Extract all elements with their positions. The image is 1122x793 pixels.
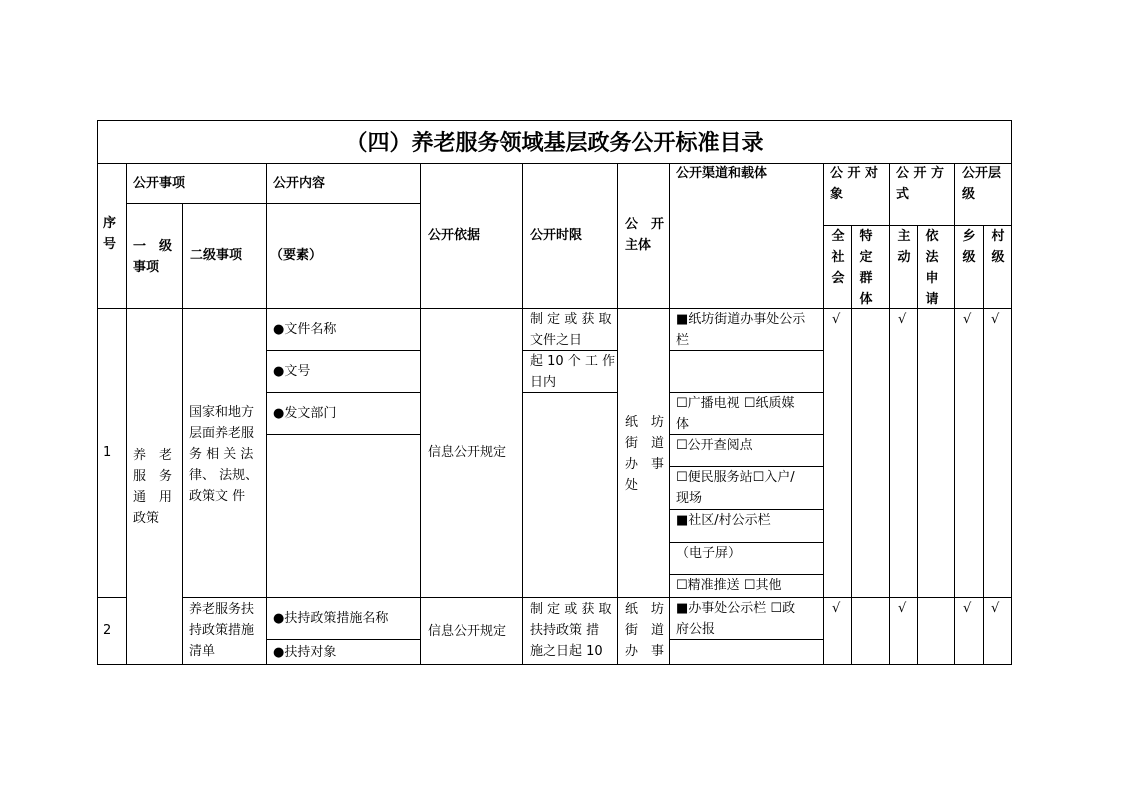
row2-level2 [189,599,254,662]
cell-line: 文件之日 [530,333,583,348]
page-title: （四）养老服务领域基层政务公开标准目录 [345,131,764,156]
header-item: 公开事项 [133,176,186,191]
grid-line [126,203,421,204]
row2-check-active: √ [898,601,907,616]
cell-line: 清单 [189,644,216,659]
row1-level2 [189,402,258,507]
header-method [896,163,944,205]
cell-line: ■办事处公示栏 ☐政 [676,601,796,616]
row1-time-limit [530,351,615,393]
header-time-limit: 公开时限 [530,228,583,243]
row1-seq: 1 [103,445,112,460]
header-level-line: 公开层 [962,166,1002,181]
row2-channel [676,598,795,640]
grid-line [266,392,421,393]
cell-line: 层面养老服 [189,426,255,441]
header-target [830,163,878,205]
row1-element: ●文号 [273,364,311,379]
row1-check-all: √ [832,312,841,327]
header-target-all [830,226,846,289]
row1-channel: ■社区/村公示栏 [676,513,771,528]
table-border [97,120,1012,121]
row2-check-village: √ [991,601,1000,616]
grid-line [97,597,126,598]
header-level1-line: 一 级 [133,239,173,254]
row2-check-township: √ [963,601,972,616]
cell-line: 国家和地方 [189,405,255,420]
cell-line: 体 [676,417,690,432]
grid-line [420,163,421,665]
grid-line [266,434,421,435]
cell-line: 府公报 [676,622,716,637]
row2-element: ●扶持政策措施名称 [273,611,389,626]
row1-channel [676,467,795,509]
row2-time-limit [530,599,612,662]
grid-line [266,350,421,351]
row2-element: ●扶持对象 [273,645,337,660]
header-level2: 二级事项 [190,248,243,263]
header-method-active [896,226,912,268]
cell-line: 起 10 个 工 作 [530,354,616,369]
row2-subject [625,599,664,662]
header-char: 级 [962,250,976,265]
header-channel: 公开渠道和载体 [676,166,768,181]
header-char: 乡 [962,229,976,244]
header-subject [625,214,664,256]
cell-line: 现场 [676,491,703,506]
header-char: 社 [831,250,845,265]
header-level1-line: 事项 [133,260,160,275]
header-char: 依 [925,229,939,244]
grid-line [983,225,984,665]
grid-line [266,639,421,640]
header-char: 全 [831,229,845,244]
row1-time-limit [530,309,612,351]
header-char: 村 [991,229,1005,244]
cell-line: 政策文 件 [189,489,246,504]
row1-check-village: √ [991,312,1000,327]
cell-line: 处 [625,478,639,493]
grid-line [617,163,618,665]
row1-element: ●发文部门 [273,406,337,421]
header-level-village [990,226,1006,268]
header-target-specific [858,226,874,310]
header-method-apply [924,226,940,310]
row1-check-township: √ [963,312,972,327]
grid-line [851,225,852,665]
table-border [97,120,98,665]
grid-line [669,163,670,665]
header-char: 申 [925,271,939,286]
row1-channel: （电子屏） [676,546,742,561]
cell-line: 政策 [133,511,160,526]
cell-line: ☐便民服务站☐入户/ [676,470,795,485]
cell-line: 纸 坊 [625,602,665,617]
cell-line: ☐广播电视 ☐纸质媒 [676,396,795,411]
header-char: 会 [831,271,845,286]
row1-basis: 信息公开规定 [428,445,507,460]
cell-line: 扶持政策 措 [530,623,600,638]
row1-channel [676,393,794,435]
cell-line: 施之日起 10 [530,644,603,659]
header-level [962,163,1001,205]
cell-line: 日内 [530,375,557,390]
header-basis: 公开依据 [428,228,481,243]
cell-line: 持政策措施 [189,623,255,638]
header-char: 法 [925,250,939,265]
cell-line: 制 定 或 获 取 [530,312,612,327]
header-seq-line: 序 [103,216,117,231]
row1-check-active: √ [898,312,907,327]
header-char: 级 [991,250,1005,265]
cell-line: 通 用 [133,490,173,505]
header-elements: （要素） [270,248,323,263]
grid-line [182,597,1012,598]
header-level-line: 级 [962,187,976,202]
cell-line: 办 事 [625,644,665,659]
cell-line: 养老服务扶 [189,602,255,617]
grid-line [266,163,267,665]
row1-channel: ☐精准推送 ☐其他 [676,578,782,593]
header-seq [103,213,116,255]
row1-channel: ☐公开查阅点 [676,438,753,453]
grid-line [182,203,183,665]
header-target-line: 象 [830,187,844,202]
row2-seq: 2 [103,623,112,638]
row1-element: ●文件名称 [273,322,337,337]
header-target-line: 公 开 对 [830,166,879,181]
cell-line: 街 道 [625,623,665,638]
grid-line [823,163,824,665]
table-border [97,664,1012,665]
header-char: 定 [859,250,873,265]
header-method-line: 公 开 方 [896,166,945,181]
row2-check-all: √ [832,601,841,616]
header-subject-line: 主体 [625,238,652,253]
row2-basis: 信息公开规定 [428,624,507,639]
header-char: 动 [897,250,911,265]
cell-line: 养 老 [133,448,173,463]
row1-channel [676,309,805,351]
header-method-line: 式 [896,187,910,202]
cell-line: 服 务 [133,469,173,484]
cell-line: 律、 法规、 [189,468,259,483]
row1-subject [625,412,664,496]
cell-line: 纸 坊 [625,415,665,430]
header-level1 [133,236,172,278]
cell-line: ■纸坊街道办事处公示 [676,312,806,327]
header-char: 特 [859,229,873,244]
cell-line: 制 定 或 获 取 [530,602,612,617]
header-char: 请 [925,292,939,307]
cell-line: 栏 [676,333,690,348]
header-char: 体 [859,292,873,307]
header-subject-line: 公 开 [625,217,665,232]
header-seq-line: 号 [103,237,117,252]
row1-level1 [133,445,172,529]
header-level-township [961,226,977,268]
grid-line [954,163,955,665]
cell-line: 务 相 关 法 [189,447,254,462]
grid-line [522,163,523,665]
header-char: 群 [859,271,873,286]
cell-line: 办 事 [625,457,665,472]
grid-line [917,225,918,665]
cell-line: 街 道 [625,436,665,451]
grid-line [889,163,890,665]
grid-line [126,163,127,665]
header-char: 主 [897,229,911,244]
table-border [1011,120,1012,665]
header-content: 公开内容 [273,176,326,191]
